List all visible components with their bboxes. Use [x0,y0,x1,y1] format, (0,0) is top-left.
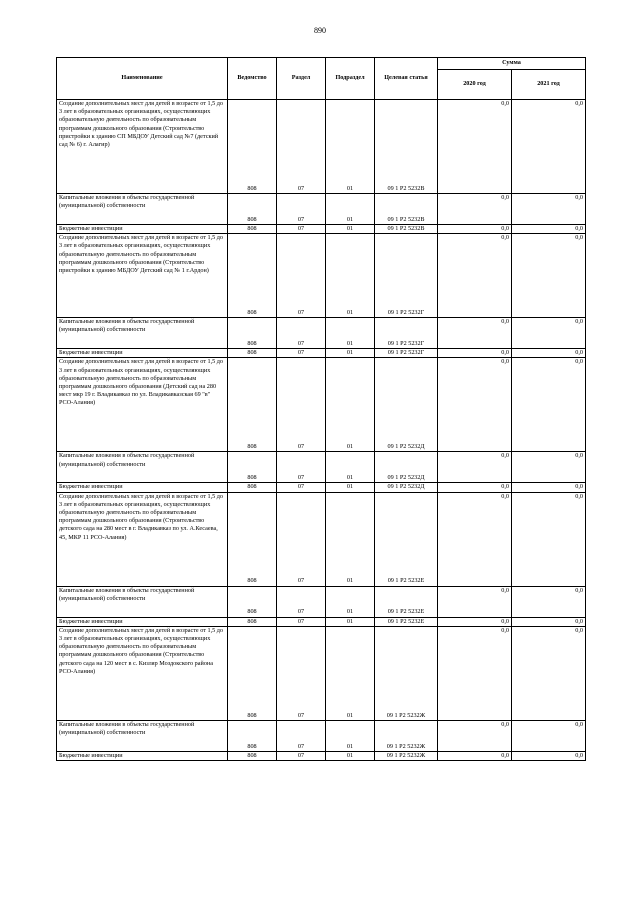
row-article-cell: 09 1 P2 5232Е [375,492,438,586]
row-name-cell: Капитальные вложения в объекты государственной (муниципальной) собственности [57,194,228,225]
row-subsection-cell: 01 [326,100,375,194]
row-section-cell: 07 [277,626,326,720]
row-section-cell: 07 [277,349,326,358]
row-article-cell: 09 1 P2 5232В [375,225,438,234]
row-subsection-cell: 01 [326,586,375,617]
row-section-cell: 07 [277,318,326,349]
table-row [57,617,586,626]
row-name-cell: Капитальные вложения в объекты государственной (муниципальной) собственности [57,318,228,349]
table-row [57,318,586,349]
row-section-cell: 07 [277,234,326,318]
table-row [57,751,586,760]
header-name: Наименование [57,58,228,100]
row-subsection-cell: 01 [326,225,375,234]
header-year-2021: 2021 год [512,70,586,100]
row-amount-2021: 0,0 [512,318,586,349]
row-amount-2020: 0,0 [438,586,512,617]
row-amount-2021: 0,0 [512,492,586,586]
row-dept-cell: 808 [228,194,277,225]
row-name-cell: Создание дополнительных мест для детей в возрасте от 1,5 до 3 лет в образовательных организациях, осуществляющих образовательную деятельность по образовательным программам дошкольного образования (Детский сад на 280 мест мкр 19 г. Владикавказ по ул. Владикавказская 69 "в" РСО-Алания) [57,358,228,452]
table-row [57,586,586,617]
header-sum: Сумма [438,58,586,70]
row-amount-2020: 0,0 [438,318,512,349]
row-name-cell: Капитальные вложения в объекты государственной (муниципальной) собственности [57,586,228,617]
table-row [57,492,586,586]
row-article-cell: 09 1 P2 5232Д [375,483,438,492]
row-name-cell: Бюджетные инвестиции [57,225,228,234]
row-name-cell: Создание дополнительных мест для детей в возрасте от 1,5 до 3 лет в образовательных организациях, осуществляющих образовательную деятельность по образовательным программам дошкольного образования (Строительство пристройки к зданию СП МБДОУ Детский сад №7 (детский сад № 6) г. Алагир) [57,100,228,194]
row-article-cell: 09 1 P2 5232Ж [375,720,438,751]
table-row [57,100,586,194]
row-dept-cell: 808 [228,492,277,586]
table-row [57,626,586,720]
row-name-cell: Бюджетные инвестиции [57,617,228,626]
row-amount-2020: 0,0 [438,492,512,586]
row-amount-2020: 0,0 [438,234,512,318]
header-dept: Ведомство [228,58,277,100]
row-article-cell: 09 1 P2 5232Д [375,452,438,483]
row-section-cell: 07 [277,100,326,194]
row-section-cell: 07 [277,225,326,234]
budget-table [56,57,586,761]
row-dept-cell: 808 [228,349,277,358]
table-row [57,234,586,318]
row-dept-cell: 808 [228,617,277,626]
row-amount-2021: 0,0 [512,483,586,492]
row-name-cell: Создание дополнительных мест для детей в возрасте от 1,5 до 3 лет в образовательных организациях, осуществляющих образовательную деятельность по образовательным программам дошкольного образования (Строительство пристройки к зданию МБДОУ Детский сад № 1 г.Ардон) [57,234,228,318]
row-name-cell: Капитальные вложения в объекты государственной (муниципальной) собственности [57,452,228,483]
header-article: Целевая статья [375,58,438,100]
row-dept-cell: 808 [228,720,277,751]
row-dept-cell: 808 [228,358,277,452]
row-subsection-cell: 01 [326,318,375,349]
row-subsection-cell: 01 [326,483,375,492]
row-name-cell: Создание дополнительных мест для детей в возрасте от 1,5 до 3 лет в образовательных организациях, осуществляющих образовательную деятельность по образовательным программам дошкольного образования (Строительство детского сада на 280 мест в г. Владикавказ по ул. А.Кесаева, 45, МКР 11 РСО-Алания) [57,492,228,586]
row-dept-cell: 808 [228,100,277,194]
row-subsection-cell: 01 [326,349,375,358]
row-section-cell: 07 [277,492,326,586]
table-body [57,100,586,761]
row-section-cell: 07 [277,194,326,225]
row-amount-2021: 0,0 [512,225,586,234]
row-article-cell: 09 1 P2 5232Д [375,358,438,452]
row-amount-2020: 0,0 [438,452,512,483]
row-amount-2021: 0,0 [512,617,586,626]
row-amount-2021: 0,0 [512,586,586,617]
row-section-cell: 07 [277,358,326,452]
row-article-cell: 09 1 P2 5232Е [375,586,438,617]
row-article-cell: 09 1 P2 5232Ж [375,626,438,720]
row-section-cell: 07 [277,586,326,617]
row-amount-2021: 0,0 [512,234,586,318]
row-section-cell: 07 [277,617,326,626]
row-subsection-cell: 01 [326,720,375,751]
row-section-cell: 07 [277,720,326,751]
row-amount-2020: 0,0 [438,483,512,492]
row-section-cell: 07 [277,751,326,760]
row-name-cell: Создание дополнительных мест для детей в возрасте от 1,5 до 3 лет в образовательных организациях, осуществляющих образовательную деятельность по образовательным программам дошкольного образования (Строительство детского сада на 120 мест в с. Кизляр Моздокского района РСО-Алания) [57,626,228,720]
row-amount-2020: 0,0 [438,100,512,194]
row-dept-cell: 808 [228,452,277,483]
row-article-cell: 09 1 P2 5232В [375,194,438,225]
row-name-cell: Капитальные вложения в объекты государственной (муниципальной) собственности [57,720,228,751]
row-subsection-cell: 01 [326,452,375,483]
row-dept-cell: 808 [228,586,277,617]
header-subsection: Подраздел [326,58,375,100]
row-amount-2021: 0,0 [512,194,586,225]
row-dept-cell: 808 [228,751,277,760]
row-article-cell: 09 1 P2 5232В [375,100,438,194]
header-section: Раздел [277,58,326,100]
row-amount-2020: 0,0 [438,617,512,626]
row-subsection-cell: 01 [326,234,375,318]
row-amount-2020: 0,0 [438,225,512,234]
row-subsection-cell: 01 [326,626,375,720]
row-amount-2020: 0,0 [438,194,512,225]
row-name-cell: Бюджетные инвестиции [57,751,228,760]
row-amount-2021: 0,0 [512,720,586,751]
row-dept-cell: 808 [228,225,277,234]
row-section-cell: 07 [277,483,326,492]
row-article-cell: 09 1 P2 5232Г [375,318,438,349]
row-article-cell: 09 1 P2 5232Е [375,617,438,626]
row-amount-2020: 0,0 [438,349,512,358]
row-amount-2021: 0,0 [512,358,586,452]
row-dept-cell: 808 [228,626,277,720]
table-row [57,194,586,225]
row-amount-2021: 0,0 [512,751,586,760]
row-name-cell: Бюджетные инвестиции [57,483,228,492]
row-article-cell: 09 1 P2 5232Г [375,349,438,358]
row-dept-cell: 808 [228,234,277,318]
row-section-cell: 07 [277,452,326,483]
row-subsection-cell: 01 [326,751,375,760]
header-year-2020: 2020 год [438,70,512,100]
row-article-cell: 09 1 P2 5232Ж [375,751,438,760]
table-row [57,358,586,452]
row-subsection-cell: 01 [326,617,375,626]
row-amount-2021: 0,0 [512,452,586,483]
row-amount-2020: 0,0 [438,751,512,760]
row-subsection-cell: 01 [326,492,375,586]
row-amount-2021: 0,0 [512,626,586,720]
table-row [57,349,586,358]
table-row [57,720,586,751]
row-amount-2021: 0,0 [512,349,586,358]
row-subsection-cell: 01 [326,358,375,452]
row-amount-2020: 0,0 [438,358,512,452]
row-amount-2020: 0,0 [438,720,512,751]
table-row [57,225,586,234]
table-row [57,452,586,483]
row-article-cell: 09 1 P2 5232Г [375,234,438,318]
row-amount-2021: 0,0 [512,100,586,194]
row-subsection-cell: 01 [326,194,375,225]
row-dept-cell: 808 [228,483,277,492]
row-amount-2020: 0,0 [438,626,512,720]
page-number: 890 [314,26,326,35]
table-row [57,483,586,492]
row-dept-cell: 808 [228,318,277,349]
row-name-cell: Бюджетные инвестиции [57,349,228,358]
